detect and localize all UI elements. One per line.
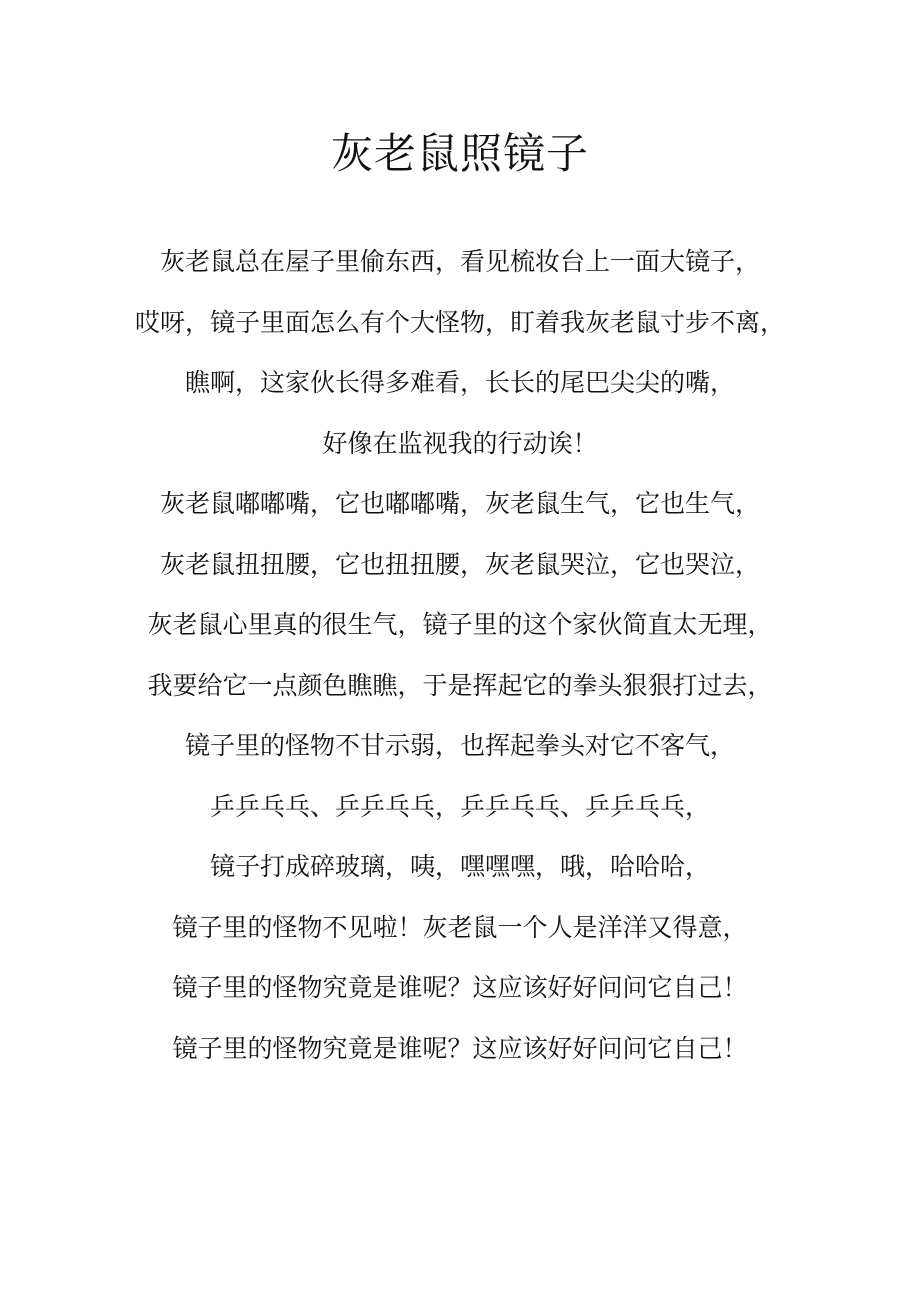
poem-line: 瞧啊，这家伙长得多难看，长长的尾巴尖尖的嘴， — [184, 368, 735, 397]
poem-line: 镜子打成碎玻璃，咦，嘿嘿嘿，哦，哈哈哈， — [209, 852, 710, 881]
page-title: 灰老鼠照镜子 — [330, 129, 589, 178]
poem-line: 镜子里的怪物不见啦！灰老鼠一个人是洋洋又得意， — [172, 912, 748, 942]
poem-line: 灰老鼠总在屋子里偷东西，看见梳妆台上一面大镜子， — [159, 247, 760, 276]
poem-line: 好像在监视我的行动诶！ — [322, 428, 598, 458]
poem-line: 灰老鼠扭扭腰，它也扭扭腰，灰老鼠哭泣，它也哭泣， — [159, 549, 760, 579]
poem-line: 哎呀，镜子里面怎么有个大怪物，盯着我灰老鼠寸步不离， — [134, 307, 785, 337]
poem-line: 镜子里的怪物不甘示弱，也挥起拳头对它不客气， — [184, 731, 735, 760]
poem-line: 灰老鼠心里真的很生气，镜子里的这个家伙简直太无理， — [147, 610, 773, 639]
poem-line: 我要给它一点颜色瞧瞧，于是挥起它的拳头狠狠打过去， — [147, 670, 773, 700]
poem-body — [0, 232, 920, 1079]
poem-line: 灰老鼠嘟嘟嘴，它也嘟嘟嘴，灰老鼠生气，它也生气， — [159, 489, 760, 518]
poem-line: 乒乒乓乓、乒乒乓乓，乒乒乓乓、乒乒乓乓， — [209, 791, 710, 821]
poem-line: 镜子里的怪物究竟是谁呢？这应该好好问问它自己！ — [172, 1033, 748, 1063]
poem-line: 镜子里的怪物究竟是谁呢？这应该好好问问它自己！ — [172, 973, 748, 1002]
